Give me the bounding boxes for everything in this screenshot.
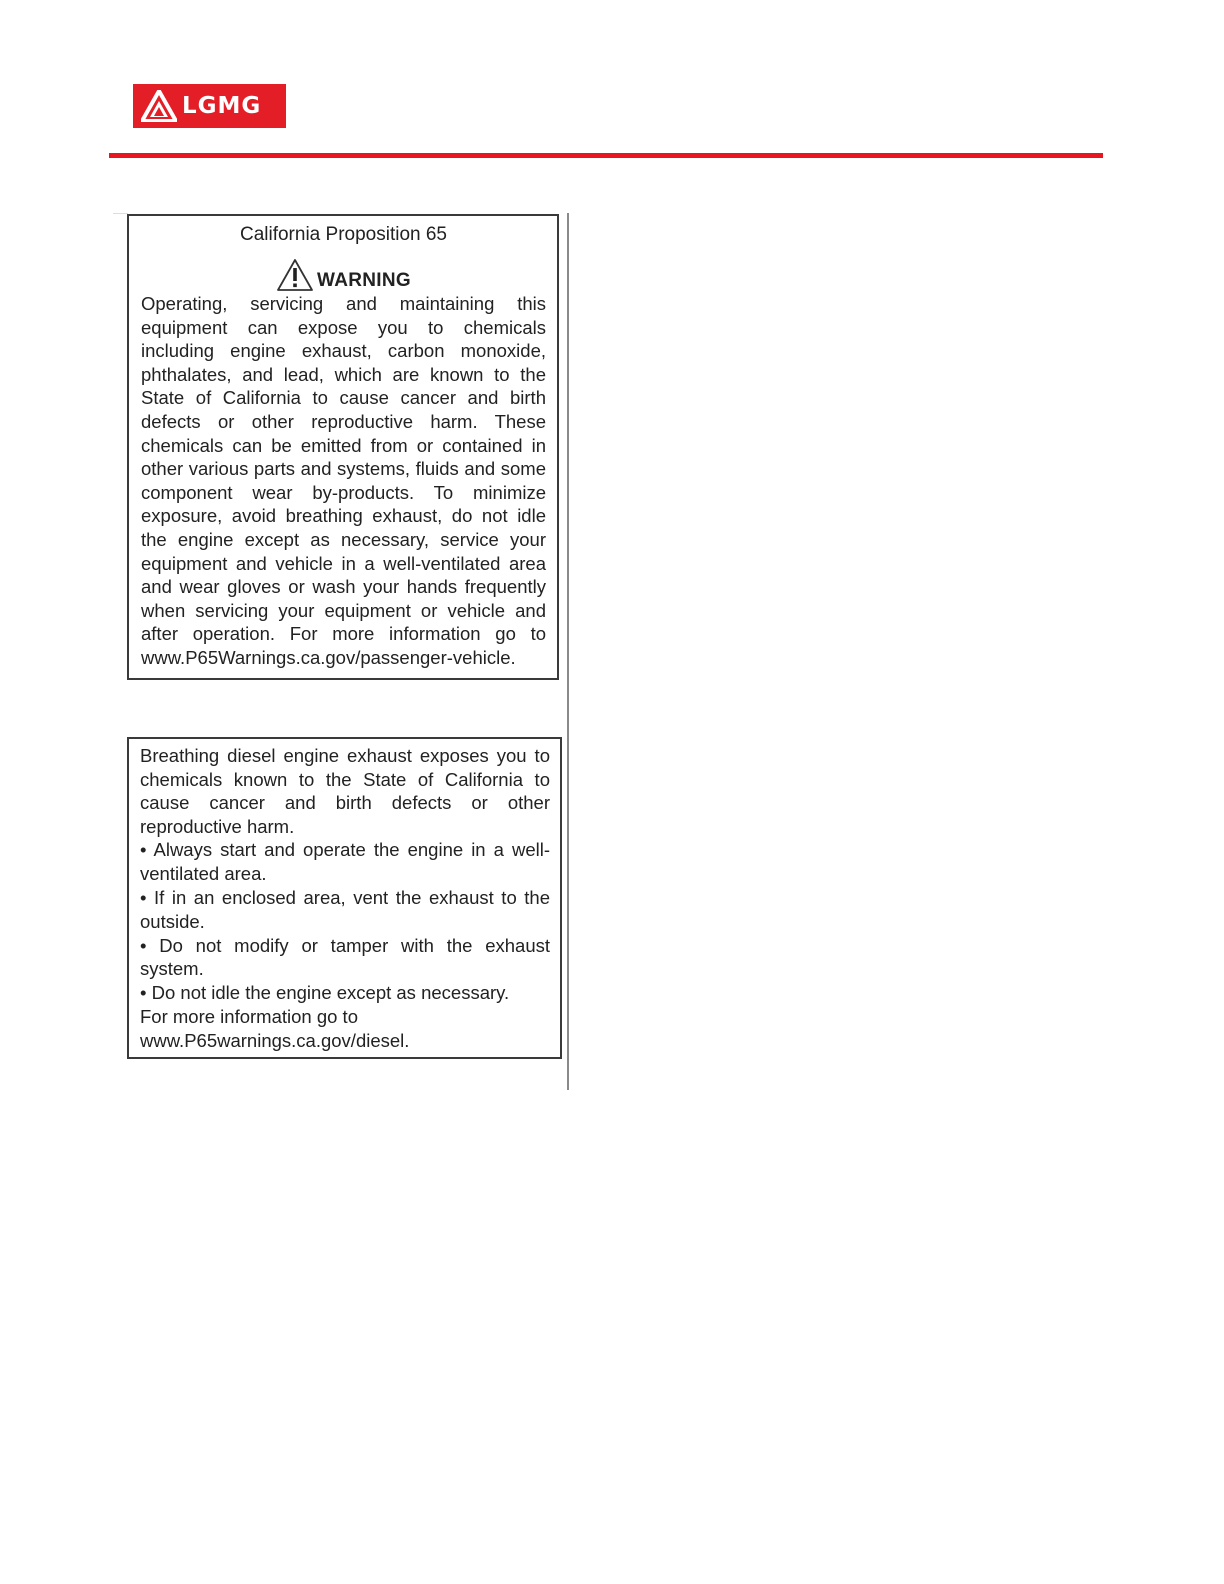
warning-heading [141, 256, 546, 292]
diesel-exhaust-warning-box [127, 737, 562, 1059]
column-divider [567, 213, 569, 1090]
header-divider [109, 153, 1103, 158]
diesel-bullet-1: • Always start and operate the engine in a well-ventilated area. [140, 839, 550, 885]
warning-triangle-icon [276, 258, 314, 292]
prop65-warning-box [127, 214, 559, 680]
diesel-intro: Breathing diesel engine exhaust exposes you to chemicals known to the State of California to cause cancer and birth defects or other reproductive harm. [140, 745, 550, 837]
logo-text: LGMG [182, 92, 262, 119]
lgmg-triangle-logo-icon [141, 90, 177, 122]
diesel-more-info: For more information go to [140, 1005, 358, 1027]
diesel-bullet-4: • Do not idle the engine except as necessary. [140, 982, 510, 1004]
diesel-url: www.P65warnings.ca.gov/diesel. [140, 1029, 410, 1051]
prop65-body: Operating, servicing and maintaining this equipment can expose you to chemicals including engine exhaust, carbon monoxide, phthalates, and lead, which are known to the State of California to cause cancer and birth defects or other reproductive harm. These chemicals can be emitted from or contained in other various parts and systems, fluids and some component wear by-products. To minimize exposure, avoid breathing exhaust, do not idle the engine except as necessary, service your equipment and vehicle in a well-ventilated area and wear gloves or wash your hands frequently when servicing your equipment or vehicle and after operation. For more information go to www.P65Warnings.ca.gov/passenger-vehicle. [141, 293, 546, 668]
lgmg-logo [133, 84, 286, 128]
diesel-bullet-3: • Do not modify or tamper with the exhaust system. [140, 934, 550, 980]
prop65-title: California Proposition 65 [239, 224, 447, 245]
warning-label: WARNING [317, 270, 411, 291]
diesel-bullet-2: • If in an enclosed area, vent the exhaust to the outside. [140, 886, 550, 932]
top-hairline [113, 213, 128, 214]
